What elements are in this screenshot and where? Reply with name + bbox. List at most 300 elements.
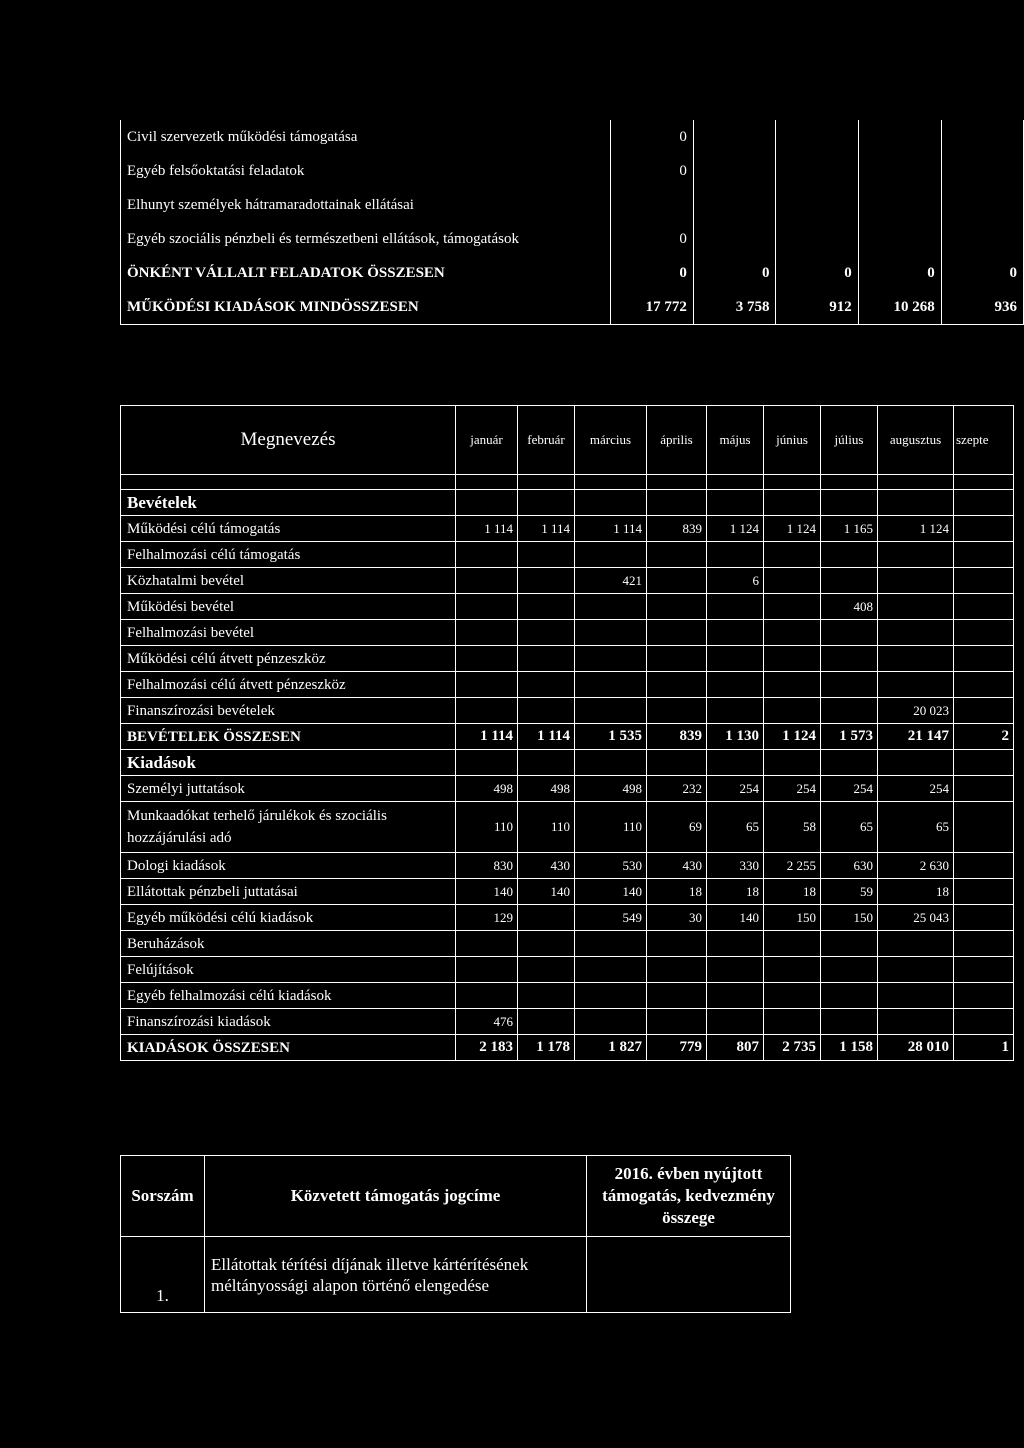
value-cell: 0 xyxy=(693,256,776,290)
value-cell: 0 xyxy=(941,256,1023,290)
value-cell: 2 630 xyxy=(878,853,954,879)
value-cell xyxy=(518,672,575,698)
value-cell xyxy=(954,594,1014,620)
value-cell xyxy=(764,568,821,594)
value-cell xyxy=(954,853,1014,879)
value-cell xyxy=(764,931,821,957)
value-cell xyxy=(954,802,1014,853)
table-header-row xyxy=(121,1156,791,1237)
value-cell: 140 xyxy=(707,905,764,931)
row-label: Egyéb működési célú kiadások xyxy=(121,905,456,931)
value-cell xyxy=(575,983,647,1009)
row-label: Működési bevétel xyxy=(121,594,456,620)
column-header-month: április xyxy=(647,406,707,475)
value-cell: 0 xyxy=(610,154,693,188)
value-cell: 0 xyxy=(610,222,693,256)
value-cell xyxy=(693,222,776,256)
table-row xyxy=(121,879,1014,905)
empty-cell xyxy=(821,475,878,490)
value-cell: 2 255 xyxy=(764,853,821,879)
value-cell xyxy=(858,154,941,188)
value-cell: 1 xyxy=(954,1035,1014,1061)
value-cell: 20 023 xyxy=(878,698,954,724)
value-cell xyxy=(456,594,518,620)
empty-cell xyxy=(575,490,647,516)
value-cell xyxy=(707,646,764,672)
value-cell xyxy=(878,620,954,646)
value-cell: 232 xyxy=(647,776,707,802)
empty-cell xyxy=(456,475,518,490)
value-cell: 18 xyxy=(647,879,707,905)
value-cell xyxy=(858,188,941,222)
table-row xyxy=(121,802,1014,853)
column-header-name: Megnevezés xyxy=(121,406,456,475)
value-cell: 476 xyxy=(456,1009,518,1035)
table-row xyxy=(121,542,1014,568)
value-cell: 1 165 xyxy=(821,516,878,542)
value-cell: 1 114 xyxy=(456,724,518,750)
value-cell: 1 114 xyxy=(518,516,575,542)
value-cell xyxy=(821,646,878,672)
empty-cell xyxy=(518,490,575,516)
value-cell: 2 735 xyxy=(764,1035,821,1061)
empty-cell xyxy=(764,490,821,516)
value-cell: 936 xyxy=(941,290,1023,325)
value-cell: 150 xyxy=(764,905,821,931)
column-header-month: január xyxy=(456,406,518,475)
value-cell: 65 xyxy=(821,802,878,853)
value-cell: 779 xyxy=(647,1035,707,1061)
value-cell xyxy=(878,542,954,568)
empty-cell xyxy=(878,475,954,490)
table-row xyxy=(121,154,1024,188)
value-cell: 430 xyxy=(518,853,575,879)
value-cell xyxy=(575,698,647,724)
value-cell: 17 772 xyxy=(610,290,693,325)
value-cell: 830 xyxy=(456,853,518,879)
value-cell xyxy=(707,1009,764,1035)
value-cell: 28 010 xyxy=(878,1035,954,1061)
value-cell xyxy=(878,646,954,672)
value-cell xyxy=(456,646,518,672)
value-cell xyxy=(575,957,647,983)
empty-cell xyxy=(647,475,707,490)
value-cell xyxy=(647,931,707,957)
value-cell xyxy=(707,698,764,724)
empty-cell xyxy=(707,750,764,776)
empty-cell xyxy=(707,475,764,490)
value-cell: 69 xyxy=(647,802,707,853)
row-label: Elhunyt személyek hátramaradottainak ellátásai xyxy=(121,188,611,222)
value-cell xyxy=(575,594,647,620)
value-cell xyxy=(764,957,821,983)
value-cell xyxy=(878,957,954,983)
row-label: KIADÁSOK ÖSSZESEN xyxy=(121,1035,456,1061)
value-cell xyxy=(858,222,941,256)
value-cell: 150 xyxy=(821,905,878,931)
value-cell: 839 xyxy=(647,516,707,542)
empty-cell xyxy=(647,490,707,516)
empty-cell xyxy=(456,750,518,776)
value-cell: 65 xyxy=(878,802,954,853)
table-row xyxy=(121,568,1014,594)
value-cell: 2 183 xyxy=(456,1035,518,1061)
value-cell xyxy=(707,542,764,568)
value-cell: 1 124 xyxy=(878,516,954,542)
row-label: Egyéb felsőoktatási feladatok xyxy=(121,154,611,188)
row-amount xyxy=(587,1237,791,1313)
empty-cell xyxy=(954,475,1014,490)
empty-cell xyxy=(821,750,878,776)
table-row xyxy=(121,905,1014,931)
value-cell: 21 147 xyxy=(878,724,954,750)
value-cell xyxy=(954,983,1014,1009)
value-cell xyxy=(941,154,1023,188)
value-cell xyxy=(764,698,821,724)
row-number: 1. xyxy=(121,1237,205,1313)
value-cell xyxy=(518,594,575,620)
value-cell xyxy=(647,620,707,646)
value-cell xyxy=(647,957,707,983)
table-row xyxy=(121,1237,791,1313)
empty-cell xyxy=(954,750,1014,776)
value-cell: 1 124 xyxy=(707,516,764,542)
value-cell xyxy=(776,154,858,188)
value-cell xyxy=(878,931,954,957)
value-cell: 6 xyxy=(707,568,764,594)
value-cell: 10 268 xyxy=(858,290,941,325)
value-cell xyxy=(518,931,575,957)
spacer-row xyxy=(121,475,1014,490)
value-cell xyxy=(456,672,518,698)
value-cell: 140 xyxy=(518,879,575,905)
value-cell xyxy=(954,905,1014,931)
table-row xyxy=(121,256,1024,290)
value-cell xyxy=(878,672,954,698)
value-cell xyxy=(954,957,1014,983)
value-cell: 1 178 xyxy=(518,1035,575,1061)
value-cell: 630 xyxy=(821,853,878,879)
row-label: Közhatalmi bevétel xyxy=(121,568,456,594)
column-header-amount: 2016. évben nyújtott támogatás, kedvezmény összege xyxy=(587,1156,791,1237)
value-cell xyxy=(941,120,1023,154)
value-cell: 839 xyxy=(647,724,707,750)
column-header-month: február xyxy=(518,406,575,475)
value-cell: 25 043 xyxy=(878,905,954,931)
row-label: BEVÉTELEK ÖSSZESEN xyxy=(121,724,456,750)
table-row xyxy=(121,776,1014,802)
value-cell xyxy=(647,983,707,1009)
section-heading: Kiadások xyxy=(121,750,456,776)
empty-cell xyxy=(456,490,518,516)
value-cell xyxy=(878,983,954,1009)
row-label: Felújítások xyxy=(121,957,456,983)
empty-cell xyxy=(575,750,647,776)
value-cell xyxy=(647,542,707,568)
table-row xyxy=(121,516,1014,542)
value-cell xyxy=(821,957,878,983)
row-label: Finanszírozási kiadások xyxy=(121,1009,456,1035)
empty-cell xyxy=(707,490,764,516)
value-cell xyxy=(764,646,821,672)
value-cell xyxy=(764,672,821,698)
value-cell xyxy=(954,931,1014,957)
table-row xyxy=(121,1009,1014,1035)
value-cell xyxy=(878,594,954,620)
value-cell xyxy=(764,594,821,620)
value-cell xyxy=(821,568,878,594)
value-cell xyxy=(456,542,518,568)
value-cell: 140 xyxy=(575,879,647,905)
row-label: Működési célú támogatás xyxy=(121,516,456,542)
row-label: Egyéb felhalmozási célú kiadások xyxy=(121,983,456,1009)
value-cell xyxy=(518,646,575,672)
value-cell xyxy=(776,188,858,222)
value-cell: 330 xyxy=(707,853,764,879)
empty-cell xyxy=(647,750,707,776)
table-row xyxy=(121,698,1014,724)
value-cell: 110 xyxy=(456,802,518,853)
value-cell xyxy=(456,983,518,1009)
value-cell: 421 xyxy=(575,568,647,594)
operating-expenses-summary-table xyxy=(120,120,1024,325)
row-label: Személyi juttatások xyxy=(121,776,456,802)
value-cell xyxy=(693,154,776,188)
value-cell xyxy=(776,120,858,154)
section-row xyxy=(121,490,1014,516)
value-cell xyxy=(821,1009,878,1035)
value-cell xyxy=(518,957,575,983)
table-row xyxy=(121,120,1024,154)
value-cell xyxy=(707,957,764,983)
value-cell: 254 xyxy=(707,776,764,802)
value-cell xyxy=(456,620,518,646)
value-cell xyxy=(821,931,878,957)
monthly-cashflow-table xyxy=(120,405,1014,1061)
value-cell xyxy=(954,1009,1014,1035)
value-cell: 1 114 xyxy=(456,516,518,542)
value-cell xyxy=(707,620,764,646)
table-row xyxy=(121,724,1014,750)
table-row xyxy=(121,646,1014,672)
column-header-month: május xyxy=(707,406,764,475)
value-cell: 807 xyxy=(707,1035,764,1061)
empty-cell xyxy=(575,475,647,490)
value-cell xyxy=(518,620,575,646)
value-cell xyxy=(764,542,821,568)
value-cell xyxy=(456,568,518,594)
value-cell xyxy=(707,594,764,620)
empty-cell xyxy=(518,750,575,776)
value-cell xyxy=(693,188,776,222)
value-cell: 0 xyxy=(610,120,693,154)
value-cell xyxy=(821,620,878,646)
table-row xyxy=(121,931,1014,957)
value-cell: 408 xyxy=(821,594,878,620)
section-row xyxy=(121,750,1014,776)
value-cell: 1 114 xyxy=(575,516,647,542)
value-cell: 498 xyxy=(575,776,647,802)
table-row xyxy=(121,290,1024,325)
value-cell xyxy=(575,931,647,957)
value-cell: 110 xyxy=(575,802,647,853)
row-label: MŰKÖDÉSI KIADÁSOK MINDÖSSZESEN xyxy=(121,290,611,325)
table-row xyxy=(121,188,1024,222)
value-cell xyxy=(647,1009,707,1035)
column-header-month: június xyxy=(764,406,821,475)
value-cell: 1 573 xyxy=(821,724,878,750)
value-cell xyxy=(647,672,707,698)
value-cell xyxy=(575,672,647,698)
table-row xyxy=(121,957,1014,983)
empty-cell xyxy=(518,475,575,490)
value-cell xyxy=(518,542,575,568)
value-cell: 530 xyxy=(575,853,647,879)
value-cell: 30 xyxy=(647,905,707,931)
value-cell xyxy=(821,672,878,698)
column-header-month: március xyxy=(575,406,647,475)
value-cell xyxy=(647,646,707,672)
value-cell: 1 114 xyxy=(518,724,575,750)
value-cell xyxy=(878,568,954,594)
table-row xyxy=(121,672,1014,698)
value-cell xyxy=(647,698,707,724)
value-cell xyxy=(764,1009,821,1035)
value-cell xyxy=(518,983,575,1009)
row-label: Felhalmozási bevétel xyxy=(121,620,456,646)
value-cell xyxy=(707,983,764,1009)
row-label: Egyéb szociális pénzbeli és természetbeni ellátások, támogatások xyxy=(121,222,611,256)
value-cell: 912 xyxy=(776,290,858,325)
value-cell xyxy=(456,931,518,957)
value-cell xyxy=(693,120,776,154)
value-cell xyxy=(456,957,518,983)
value-cell: 1 535 xyxy=(575,724,647,750)
row-label: ÖNKÉNT VÁLLALT FELADATOK ÖSSZESEN xyxy=(121,256,611,290)
empty-cell xyxy=(878,750,954,776)
value-cell xyxy=(941,188,1023,222)
value-cell xyxy=(575,1009,647,1035)
row-label: Munkaadókat terhelő járulékok és szociális hozzájárulási adó xyxy=(121,802,456,853)
value-cell: 129 xyxy=(456,905,518,931)
value-cell: 3 758 xyxy=(693,290,776,325)
row-label: Dologi kiadások xyxy=(121,853,456,879)
table-row xyxy=(121,983,1014,1009)
row-label: Működési célú átvett pénzeszköz xyxy=(121,646,456,672)
value-cell xyxy=(764,620,821,646)
value-cell xyxy=(821,698,878,724)
empty-cell xyxy=(121,475,456,490)
table-row xyxy=(121,853,1014,879)
empty-cell xyxy=(821,490,878,516)
indirect-support-table xyxy=(120,1155,791,1313)
value-cell xyxy=(954,776,1014,802)
value-cell: 549 xyxy=(575,905,647,931)
value-cell: 1 124 xyxy=(764,516,821,542)
value-cell xyxy=(776,222,858,256)
value-cell xyxy=(954,542,1014,568)
value-cell: 1 158 xyxy=(821,1035,878,1061)
table-row xyxy=(121,222,1024,256)
value-cell xyxy=(518,1009,575,1035)
value-cell: 59 xyxy=(821,879,878,905)
value-cell xyxy=(707,931,764,957)
value-cell xyxy=(821,983,878,1009)
column-header-month: augusztus xyxy=(878,406,954,475)
value-cell xyxy=(707,672,764,698)
row-description: Ellátottak térítési díjának illetve kártérítésének méltányossági alapon történő elengedése xyxy=(205,1237,587,1313)
column-header-number: Sorszám xyxy=(121,1156,205,1237)
value-cell: 254 xyxy=(878,776,954,802)
column-header-month: július xyxy=(821,406,878,475)
value-cell: 140 xyxy=(456,879,518,905)
table-row xyxy=(121,1035,1014,1061)
value-cell: 430 xyxy=(647,853,707,879)
table-row xyxy=(121,594,1014,620)
value-cell xyxy=(456,698,518,724)
value-cell xyxy=(954,879,1014,905)
row-label: Felhalmozási célú átvett pénzeszköz xyxy=(121,672,456,698)
value-cell: 0 xyxy=(858,256,941,290)
value-cell: 498 xyxy=(456,776,518,802)
value-cell: 0 xyxy=(776,256,858,290)
value-cell xyxy=(647,594,707,620)
value-cell: 254 xyxy=(764,776,821,802)
table-header-row xyxy=(121,406,1014,475)
empty-cell xyxy=(764,750,821,776)
value-cell: 18 xyxy=(878,879,954,905)
value-cell: 58 xyxy=(764,802,821,853)
value-cell xyxy=(878,1009,954,1035)
empty-cell xyxy=(764,475,821,490)
value-cell: 110 xyxy=(518,802,575,853)
value-cell: 254 xyxy=(821,776,878,802)
row-label: Finanszírozási bevételek xyxy=(121,698,456,724)
value-cell xyxy=(575,620,647,646)
value-cell xyxy=(954,698,1014,724)
value-cell: 18 xyxy=(764,879,821,905)
value-cell xyxy=(518,905,575,931)
value-cell xyxy=(647,568,707,594)
value-cell xyxy=(954,646,1014,672)
value-cell: 1 124 xyxy=(764,724,821,750)
table-row xyxy=(121,620,1014,646)
value-cell xyxy=(764,983,821,1009)
value-cell: 0 xyxy=(610,256,693,290)
empty-cell xyxy=(954,490,1014,516)
value-cell: 498 xyxy=(518,776,575,802)
value-cell xyxy=(518,698,575,724)
value-cell xyxy=(858,120,941,154)
section-heading: Bevételek xyxy=(121,490,456,516)
column-header-title: Közvetett támogatás jogcíme xyxy=(205,1156,587,1237)
value-cell xyxy=(518,568,575,594)
row-label: Felhalmozási célú támogatás xyxy=(121,542,456,568)
value-cell xyxy=(941,222,1023,256)
value-cell xyxy=(954,620,1014,646)
row-label: Civil szervezetk működési támogatása xyxy=(121,120,611,154)
value-cell: 18 xyxy=(707,879,764,905)
value-cell xyxy=(575,646,647,672)
row-label: Beruházások xyxy=(121,931,456,957)
value-cell xyxy=(954,672,1014,698)
empty-cell xyxy=(878,490,954,516)
value-cell xyxy=(954,568,1014,594)
value-cell xyxy=(821,542,878,568)
value-cell xyxy=(575,542,647,568)
row-label: Ellátottak pénzbeli juttatásai xyxy=(121,879,456,905)
column-header-month: szepte xyxy=(954,406,1014,475)
